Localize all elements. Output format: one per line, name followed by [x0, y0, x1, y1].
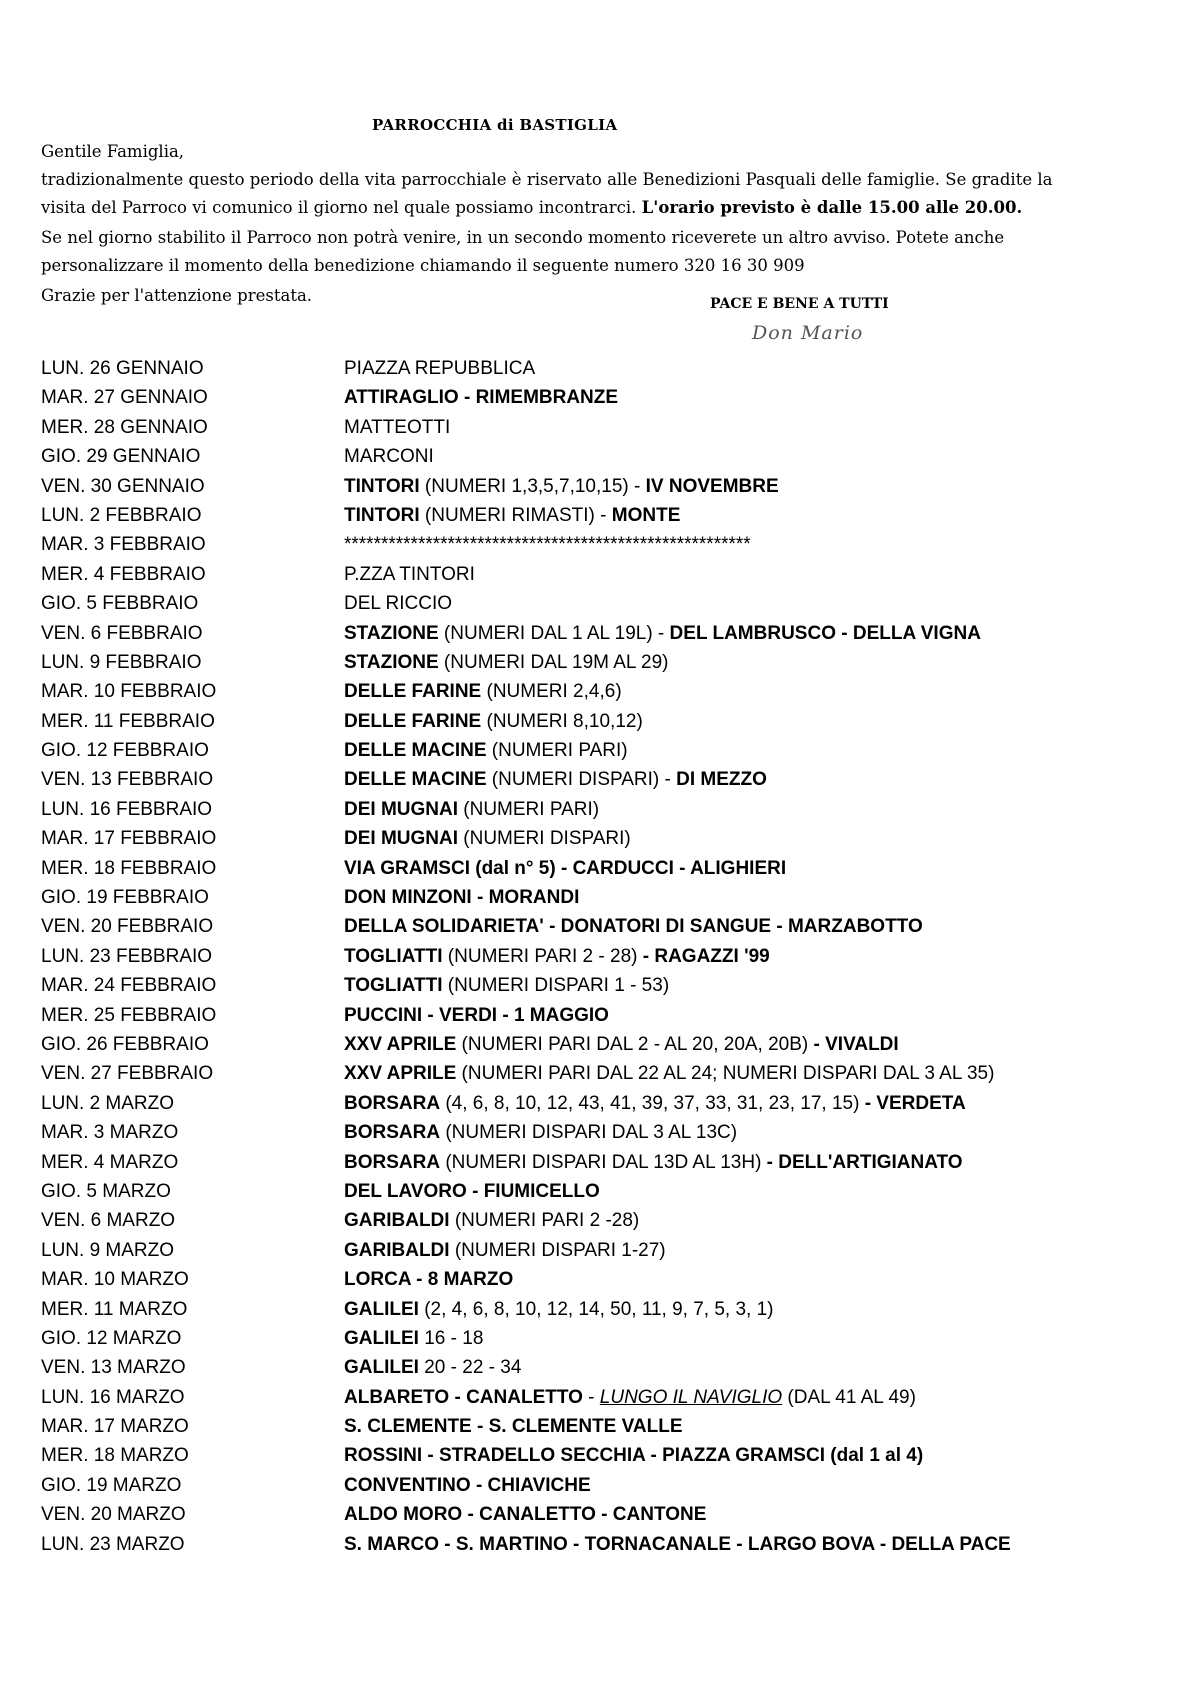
schedule-streets [344, 446, 434, 468]
street-segment: (NUMERI DISPARI DAL 13D AL 13H) [440, 1151, 767, 1173]
street-segment: (NUMERI DAL 1 AL 19L) - [438, 622, 670, 644]
street-segment: LORCA - 8 MARZO [344, 1269, 514, 1291]
street-segment: DEL LAMBRUSCO - DELLA VIGNA [669, 622, 981, 644]
schedule-date: VEN. 27 FEBBRAIO [41, 1063, 214, 1085]
page-title: PARROCCHIA di BASTIGLIA [372, 116, 618, 134]
schedule-streets [344, 887, 579, 909]
schedule-row [41, 1504, 1161, 1533]
schedule-row [41, 623, 1161, 652]
schedule-streets [344, 1034, 899, 1056]
street-segment: TINTORI [344, 504, 420, 526]
schedule-streets [344, 681, 622, 703]
schedule-row [41, 858, 1161, 887]
schedule-date: MAR. 10 MARZO [41, 1269, 189, 1291]
street-segment: - [582, 1386, 600, 1408]
schedule-streets [344, 1093, 966, 1115]
schedule-date: GIO. 12 FEBBRAIO [41, 740, 209, 762]
schedule-streets [344, 711, 643, 733]
schedule-row [41, 711, 1161, 740]
letter-line-2 [41, 198, 1022, 217]
schedule-row [41, 1445, 1161, 1474]
closing-greeting: PACE E BENE A TUTTI [710, 296, 889, 312]
schedule-streets [344, 1063, 994, 1085]
schedule-streets [344, 417, 450, 439]
schedule-date: VEN. 13 FEBBRAIO [41, 769, 214, 791]
street-segment: VIA GRAMSCI (dal n° 5) - CARDUCCI - ALIGHIERI [344, 857, 787, 879]
street-segment: DEI MUGNAI [344, 828, 458, 850]
street-segment: GALILEI [344, 1327, 419, 1349]
schedule-date: MER. 28 GENNAIO [41, 416, 208, 438]
street-segment: ALBARETO - CANALETTO [344, 1386, 583, 1408]
street-segment: XXV APRILE [344, 1033, 457, 1055]
schedule-streets [344, 828, 631, 850]
schedule-row [41, 1328, 1161, 1357]
schedule-date: VEN. 20 FEBBRAIO [41, 916, 214, 938]
street-segment: (NUMERI DISPARI DAL 3 AL 13C) [440, 1122, 738, 1144]
street-segment: (NUMERI DISPARI 1-27) [449, 1239, 666, 1261]
schedule-streets [344, 1240, 666, 1262]
schedule-streets [344, 1328, 483, 1350]
street-segment: (NUMERI PARI) [458, 798, 600, 820]
letter-line-4: personalizzare il momento della benedizione chiamando il seguente numero 320 16 30 909 [41, 256, 805, 275]
schedule-row [41, 1534, 1161, 1563]
street-segment: (NUMERI DISPARI 1 - 53) [442, 975, 670, 997]
schedule-streets [344, 1005, 609, 1027]
street-segment: GARIBALDI [344, 1239, 450, 1261]
street-segment: DELLE MACINE [344, 769, 487, 791]
schedule-streets [344, 858, 786, 880]
street-segment: (NUMERI DISPARI) [458, 828, 631, 850]
schedule-date: LUN. 2 MARZO [41, 1092, 175, 1114]
schedule-streets [344, 1387, 916, 1409]
schedule-row [41, 1005, 1161, 1034]
street-segment: S. CLEMENTE - S. CLEMENTE VALLE [344, 1416, 683, 1438]
schedule-date: GIO. 19 FEBBRAIO [41, 887, 209, 909]
street-segment: BORSARA [344, 1122, 441, 1144]
schedule-date: MER. 4 FEBBRAIO [41, 563, 206, 585]
schedule-row [41, 1152, 1161, 1181]
street-segment: (NUMERI PARI 2 - 28) [442, 945, 643, 967]
schedule-streets [344, 1416, 683, 1438]
street-segment: ATTIRAGLIO - RIMEMBRANZE [344, 387, 619, 409]
schedule-row [41, 652, 1161, 681]
schedule-row [41, 1299, 1161, 1328]
schedule-date: MAR. 27 GENNAIO [41, 387, 208, 409]
schedule-row [41, 946, 1161, 975]
street-segment: (NUMERI DISPARI) - [486, 769, 677, 791]
schedule-row [41, 1093, 1161, 1122]
schedule-streets [344, 1210, 639, 1232]
schedule-date: MAR. 24 FEBBRAIO [41, 975, 217, 997]
street-segment: DON MINZONI - MORANDI [344, 887, 580, 909]
street-segment: MONTE [611, 504, 681, 526]
schedule-streets [344, 387, 618, 409]
street-segment: BORSARA [344, 1151, 441, 1173]
schedule-row [41, 975, 1161, 1004]
street-segment: (2, 4, 6, 8, 10, 12, 14, 50, 11, 9, 7, 5, 3, 1) [418, 1298, 774, 1320]
schedule-row [41, 417, 1161, 446]
schedule-streets [344, 1181, 600, 1203]
schedule-date: MAR. 3 MARZO [41, 1122, 179, 1144]
schedule-date: GIO. 19 MARZO [41, 1474, 182, 1496]
street-segment: (NUMERI DAL 19M AL 29) [438, 651, 669, 673]
schedule-date: VEN. 6 MARZO [41, 1210, 176, 1232]
street-segment: GALILEI [344, 1298, 419, 1320]
schedule-date: MER. 18 FEBBRAIO [41, 857, 217, 879]
schedule-date: MAR. 3 FEBBRAIO [41, 534, 206, 556]
street-segment: P.ZZA TINTORI [344, 563, 475, 585]
schedule-row [41, 799, 1161, 828]
street-segment: - VIVALDI [813, 1033, 899, 1055]
signature: Don Mario [752, 322, 864, 344]
street-segment: (NUMERI PARI 2 -28) [449, 1210, 640, 1232]
schedule-date: MAR. 17 MARZO [41, 1416, 189, 1438]
street-segment: (NUMERI 8,10,12) [481, 710, 643, 732]
schedule-date: MAR. 17 FEBBRAIO [41, 828, 217, 850]
schedule-row [41, 358, 1161, 387]
street-segment: - DELL'ARTIGIANATO [766, 1151, 963, 1173]
street-segment: XXV APRILE [344, 1063, 457, 1085]
schedule-streets [344, 1534, 1011, 1556]
street-segment: - VERDETA [864, 1092, 966, 1114]
schedule-streets [344, 946, 770, 968]
letter-thanks: Grazie per l'attenzione prestata. [41, 286, 313, 305]
street-segment: (NUMERI 1,3,5,7,10,15) - [419, 475, 646, 497]
street-segment: GALILEI [344, 1357, 419, 1379]
schedule-date: GIO. 29 GENNAIO [41, 446, 201, 468]
street-segment: BORSARA [344, 1092, 441, 1114]
street-segment: DEL RICCIO [344, 593, 453, 615]
schedule-row [41, 446, 1161, 475]
schedule-row [41, 1475, 1161, 1504]
schedule-row [41, 769, 1161, 798]
schedule-date: VEN. 6 FEBBRAIO [41, 622, 203, 644]
schedule-row [41, 1181, 1161, 1210]
street-segment: (NUMERI PARI) [486, 740, 628, 762]
street-segment: DEL LAVORO - FIUMICELLO [344, 1180, 600, 1202]
schedule-streets [344, 740, 628, 762]
schedule-date: LUN. 23 FEBBRAIO [41, 945, 213, 967]
schedule-row [41, 916, 1161, 945]
schedule-streets [344, 476, 779, 498]
street-segment: DELLA SOLIDARIETA' - DONATORI DI SANGUE - MARZABOTTO [344, 916, 923, 938]
schedule-streets [344, 916, 923, 938]
schedule-streets [344, 1357, 521, 1379]
street-segment: STAZIONE [344, 622, 439, 644]
street-segment: DI MEZZO [676, 769, 767, 791]
schedule-row [41, 1034, 1161, 1063]
schedule-date: MER. 25 FEBBRAIO [41, 1004, 217, 1026]
schedule-streets [344, 652, 668, 674]
street-segment: (NUMERI PARI DAL 2 - AL 20, 20A, 20B) [456, 1033, 814, 1055]
schedule-date: GIO. 5 MARZO [41, 1180, 171, 1202]
schedule-date: GIO. 12 MARZO [41, 1327, 182, 1349]
schedule-streets [344, 623, 981, 645]
street-segment: (DAL 41 AL 49) [782, 1386, 916, 1408]
schedule-row [41, 1387, 1161, 1416]
street-segment: STAZIONE [344, 651, 439, 673]
schedule-streets [344, 799, 599, 821]
street-segment: LUNGO IL NAVIGLIO [599, 1386, 783, 1408]
street-segment: (NUMERI 2,4,6) [481, 681, 622, 703]
schedule-row [41, 534, 1161, 563]
schedule-date: MAR. 10 FEBBRAIO [41, 681, 217, 703]
street-segment: (NUMERI PARI DAL 22 AL 24; NUMERI DISPARI DAL 3 AL 35) [456, 1063, 995, 1085]
street-segment: CONVENTINO - CHIAVICHE [344, 1474, 591, 1496]
schedule-date: MER. 11 MARZO [41, 1298, 188, 1320]
street-segment: MARCONI [344, 446, 434, 468]
street-segment: PIAZZA REPUBBLICA [344, 358, 536, 379]
schedule-date: LUN. 16 MARZO [41, 1386, 185, 1408]
letter-line-1: tradizionalmente questo periodo della vita parrocchiale è riservato alle Benedizioni Pasquali delle famiglie. Se gradite la [41, 170, 1053, 189]
street-segment: TINTORI [344, 475, 420, 497]
street-segment: MATTEOTTI [344, 416, 451, 438]
schedule-date: LUN. 16 FEBBRAIO [41, 798, 213, 820]
schedule-streets [344, 1475, 591, 1497]
schedule-date: LUN. 2 FEBBRAIO [41, 504, 202, 526]
street-segment: ALDO MORO - CANALETTO - CANTONE [344, 1504, 707, 1526]
schedule-row [41, 887, 1161, 916]
schedule-row [41, 1240, 1161, 1269]
street-segment: DELLE FARINE [344, 681, 482, 703]
schedule-streets [344, 505, 680, 527]
schedule-row [41, 387, 1161, 416]
schedule-row [41, 476, 1161, 505]
schedule-streets [344, 1299, 774, 1321]
schedule-streets [344, 1122, 737, 1144]
street-segment: - RAGAZZI '99 [642, 945, 770, 967]
schedule-row [41, 505, 1161, 534]
schedule-date: MER. 11 FEBBRAIO [41, 710, 215, 732]
schedule-date: GIO. 5 FEBBRAIO [41, 593, 199, 615]
street-segment: TOGLIATTI [344, 945, 443, 967]
street-segment: S. MARCO - S. MARTINO - TORNACANALE - LARGO BOVA - DELLA PACE [344, 1533, 1011, 1555]
schedule-streets [344, 564, 475, 586]
letter-hours: L'orario previsto è dalle 15.00 alle 20.00. [641, 198, 1023, 217]
schedule-date: VEN. 30 GENNAIO [41, 475, 205, 497]
schedule-streets [344, 1152, 963, 1174]
schedule-date: GIO. 26 FEBBRAIO [41, 1033, 209, 1055]
street-segment: ROSSINI - STRADELLO SECCHIA - PIAZZA GRAMSCI (dal 1 al 4) [344, 1445, 924, 1467]
schedule-date: MER. 4 MARZO [41, 1151, 179, 1173]
letter-line-2-text: visita del Parroco vi comunico il giorno nel quale possiamo incontrarci. [41, 198, 642, 217]
schedule-row [41, 828, 1161, 857]
schedule-date: VEN. 13 MARZO [41, 1357, 186, 1379]
letter-line-3: Se nel giorno stabilito il Parroco non potrà venire, in un secondo momento riceverete un altro avviso. Potete anche [41, 228, 1005, 247]
blessing-schedule [41, 358, 1161, 1563]
street-segment: DEI MUGNAI [344, 798, 458, 820]
street-segment: 16 - 18 [418, 1327, 484, 1349]
schedule-streets [344, 1269, 513, 1291]
schedule-streets [344, 534, 751, 556]
schedule-streets [344, 1504, 706, 1526]
schedule-row [41, 740, 1161, 769]
schedule-streets [344, 593, 452, 615]
schedule-streets [344, 358, 535, 380]
street-segment: (NUMERI RIMASTI) - [419, 504, 612, 526]
schedule-row [41, 1210, 1161, 1239]
street-segment: IV NOVEMBRE [645, 475, 779, 497]
schedule-date: LUN. 9 FEBBRAIO [41, 651, 202, 673]
schedule-row [41, 1063, 1161, 1092]
street-segment: TOGLIATTI [344, 975, 443, 997]
street-segment: 20 - 22 - 34 [418, 1357, 522, 1379]
schedule-streets [344, 975, 669, 997]
street-segment: (4, 6, 8, 10, 12, 43, 41, 39, 37, 33, 31, 23, 17, 15) [440, 1092, 865, 1114]
schedule-date: MER. 18 MARZO [41, 1445, 189, 1467]
letter-greeting: Gentile Famiglia, [41, 142, 185, 161]
street-segment: GARIBALDI [344, 1210, 450, 1232]
schedule-date: LUN. 9 MARZO [41, 1239, 175, 1261]
street-segment: DELLE FARINE [344, 710, 482, 732]
schedule-date: LUN. 23 MARZO [41, 1533, 185, 1555]
schedule-row [41, 1416, 1161, 1445]
schedule-row [41, 593, 1161, 622]
schedule-row [41, 1357, 1161, 1386]
street-segment: PUCCINI - VERDI - 1 MAGGIO [344, 1004, 609, 1026]
schedule-streets [344, 1445, 923, 1467]
schedule-row [41, 1122, 1161, 1151]
street-segment: DELLE MACINE [344, 740, 487, 762]
schedule-row [41, 1269, 1161, 1298]
schedule-row [41, 681, 1161, 710]
schedule-streets [344, 769, 767, 791]
street-segment: ******************************************************* [344, 534, 751, 556]
schedule-date: VEN. 20 MARZO [41, 1504, 186, 1526]
schedule-row [41, 564, 1161, 593]
schedule-date: LUN. 26 GENNAIO [41, 358, 204, 379]
